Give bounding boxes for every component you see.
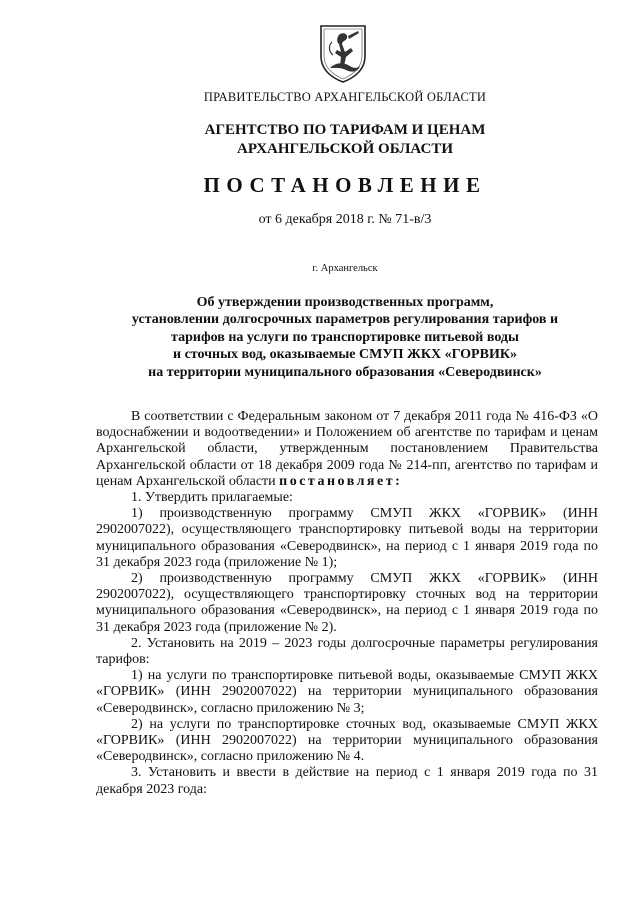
agency-name-line-1: АГЕНТСТВО ПО ТАРИФАМ И ЦЕНАМ [204,122,486,138]
decree-body [96,409,598,798]
government-name: ПРАВИТЕЛЬСТВО АРХАНГЕЛЬСКОЙ ОБЛАСТИ [203,90,487,104]
coat-of-arms-emblem [318,22,368,84]
preamble-paragraph [96,409,598,490]
decree-title-line-2: установлении долгосрочных параметров регулирования тарифов и [131,312,559,328]
decree-title-line-1: Об утверждении производственных программ, [196,295,494,310]
item-2-subitem-1: 1) на услуги по транспортировке питьевой воды, оказываемые СМУП ЖКХ «ГОРВИК» (ИНН 2902007022) на территории муниципального образования «Северодвинск», согласно приложению № 3; [96,668,598,716]
document-type-title: ПОСТАНОВЛЕНИЕ [203,173,487,197]
decree-title-line-3: тарифов на услуги по транспортировке питьевой воды [171,329,519,345]
decree-title-line-5: на территории муниципального образования «Северодвинск» [148,364,542,380]
decree-title-line-4: и сточных вод, оказываемые СМУП ЖКХ «ГОРВИК» [173,347,517,363]
agency-name-line-2: АРХАНГЕЛЬСКОЙ ОБЛАСТИ [237,141,453,157]
preamble-text: В соответствии с Федеральным законом от 7 декабря 2011 года № 416-ФЗ «О водоснабжении и водоотведении» и Положением об агентстве по тарифам и ценам Архангельской области, утвержденным постановлением Правительства Архангельской области от 18 декабря 2009 года № 214-пп, агентство по тарифам и ценам Архангельской области [96,409,598,489]
agency-name [0,121,640,159]
item-1-subitem-1: 1) производственную программу СМУП ЖКХ «ГОРВИК» (ИНН 2902007022), осуществляющего транспортировку питьевой воды на территории муниципального образования «Северодвинск», на период с 1 января 2019 года по 31 декабря 2023 года (приложение № 1); [96,506,598,570]
item-1: 1. Утвердить прилагаемые: [131,490,293,506]
item-1-subitem-2: 2) производственную программу СМУП ЖКХ «ГОРВИК» (ИНН 2902007022), осуществляющего транспортировку сточных вод на территории муниципального образования «Северодвинск», на период с 1 января 2019 года по 31 декабря 2023 года (приложение № 2). [96,571,598,635]
issuing-city: г. Архангельск [312,263,378,274]
resolves-keyword: постановляет: [279,473,403,489]
item-2: 2. Установить на 2019 – 2023 годы долгосрочные параметры регулирования тарифов: [96,635,598,668]
decree-title [0,294,640,381]
decree-date-number: от 6 декабря 2018 г. № 71-в/3 [258,212,432,227]
item-2-subitem-2: 2) на услуги по транспортировке сточных вод, оказываемые СМУП ЖКХ «ГОРВИК» (ИНН 2902007022) на территории муниципального образования «Северодвинск», согласно приложению № 4. [96,716,598,765]
item-3: 3. Установить и ввести в действие на период с 1 января 2019 года по 31 декабря 2023 года: [96,765,598,797]
